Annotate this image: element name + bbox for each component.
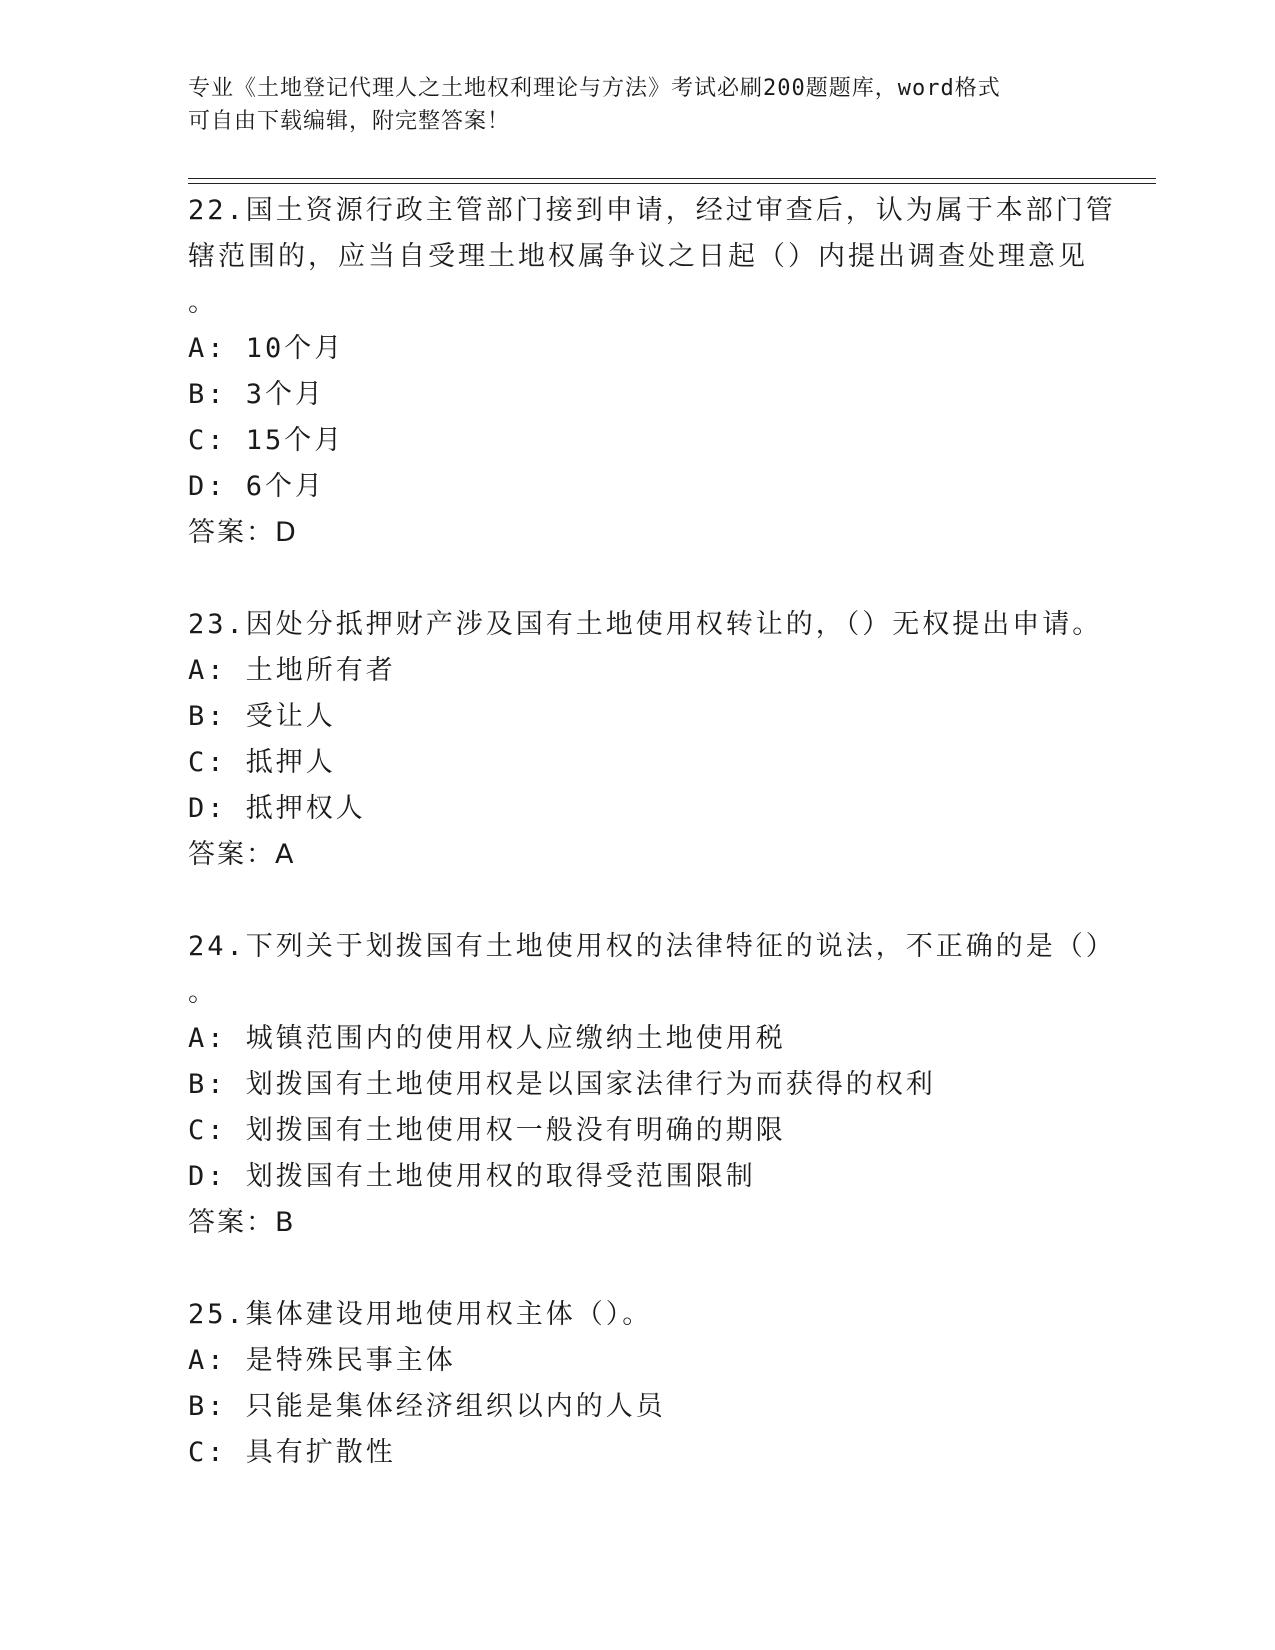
question-list <box>188 188 1116 1476</box>
option-a: A: 城镇范围内的使用权人应缴纳土地使用税 <box>188 1023 786 1054</box>
header-line-1: 专业《土地登记代理人之土地权利理论与方法》考试必刷200题题库，word格式 <box>188 76 1001 101</box>
option-c: C: 抵押人 <box>188 747 336 778</box>
option-b: B: 3个月 <box>188 379 326 410</box>
document-header <box>188 72 1068 138</box>
header-divider-top <box>188 178 1156 179</box>
option-c: C: 15个月 <box>188 425 345 456</box>
option-c: C: 划拨国有土地使用权一般没有明确的期限 <box>188 1115 786 1146</box>
header-line-2: 可自由下载编辑，附完整答案！ <box>188 109 511 134</box>
question-25 <box>188 1292 1088 1476</box>
option-c: C: 具有扩散性 <box>188 1437 396 1468</box>
question-text: 。 <box>188 977 218 1008</box>
answer: 答案：D <box>188 517 298 548</box>
option-a: A: 是特殊民事主体 <box>188 1345 456 1376</box>
question-text: 辖范围的，应当自受理土地权属争议之日起（）内提出调查处理意见 <box>188 241 1088 272</box>
option-d: D: 划拨国有土地使用权的取得受范围限制 <box>188 1161 756 1192</box>
option-d: D: 抵押权人 <box>188 793 366 824</box>
option-b: B: 只能是集体经济组织以内的人员 <box>188 1391 666 1422</box>
question-text: 23.因处分抵押财产涉及国有土地使用权转让的，（）无权提出申请。 <box>188 609 1103 640</box>
question-text: 24.下列关于划拨国有土地使用权的法律特征的说法，不正确的是（） <box>188 931 1116 962</box>
question-22 <box>188 188 1116 556</box>
spacer <box>188 878 1088 924</box>
header-divider-bottom <box>188 183 1156 184</box>
option-d: D: 6个月 <box>188 471 326 502</box>
spacer <box>188 1246 1088 1292</box>
answer: 答案：B <box>188 1207 296 1238</box>
option-a: A: 10个月 <box>188 333 345 364</box>
option-a: A: 土地所有者 <box>188 655 396 686</box>
question-24 <box>188 924 1116 1246</box>
question-text: 22.国土资源行政主管部门接到申请，经过审查后，认为属于本部门管 <box>188 195 1116 226</box>
option-b: B: 受让人 <box>188 701 336 732</box>
option-b: B: 划拨国有土地使用权是以国家法律行为而获得的权利 <box>188 1069 936 1100</box>
question-text: 25.集体建设用地使用权主体（）。 <box>188 1299 653 1330</box>
spacer <box>188 556 1088 602</box>
question-23 <box>188 602 1103 878</box>
question-text: 。 <box>188 287 218 318</box>
answer: 答案：A <box>188 839 296 870</box>
